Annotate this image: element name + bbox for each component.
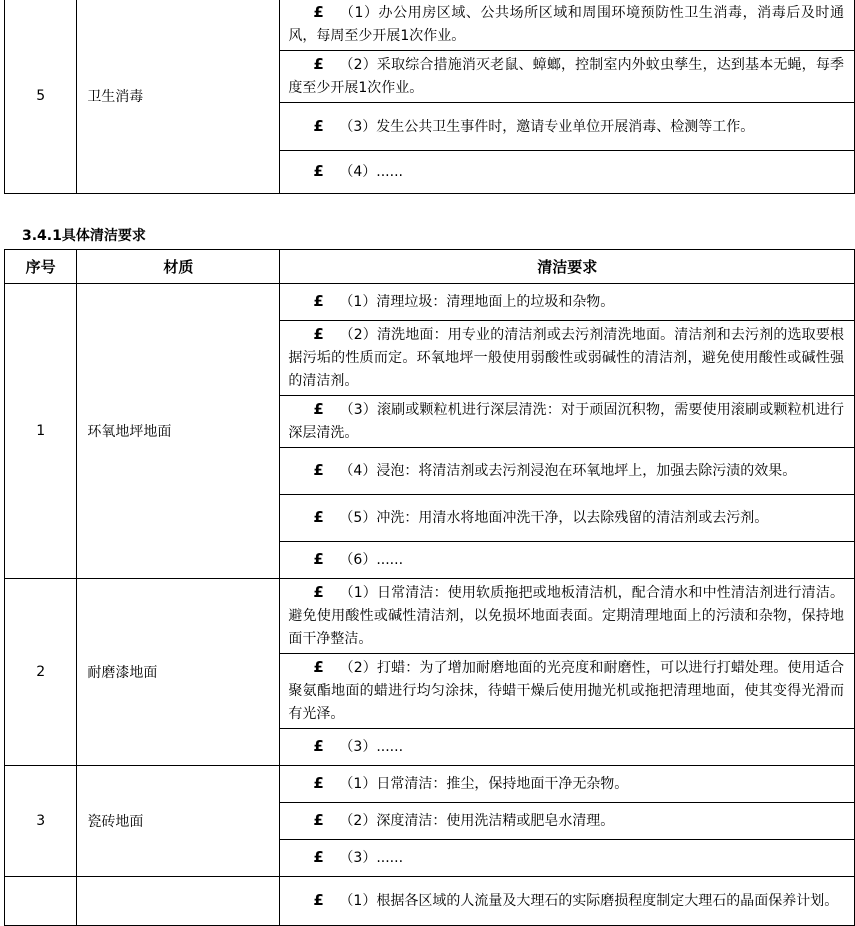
requirement-cell [280,803,855,840]
checkbox-icon: £ [313,891,324,909]
checkbox-icon: £ [313,400,324,418]
table-row [5,284,855,321]
requirement-cell [280,579,855,654]
header-material: 材质 [77,250,280,284]
top-table [4,0,855,194]
requirement-text: （2）清洗地面：用专业的清洁剂或去污剂清洗地面。清洁剂和去污剂的选取要根据污垢的性质而定。环氧地坪一般使用弱酸性或弱碱性的清洁剂，避免使用酸性或碱性强的清洁剂。 [288,327,844,389]
requirement-text: （4）浸泡：将清洁剂或去污剂浸泡在环氧地坪上，加强去除污渍的效果。 [339,463,797,479]
row-material: 瓷砖地面 [77,766,280,877]
requirement-item [280,321,854,395]
row-material: 卫生消毒 [77,0,280,194]
table-row [5,766,855,803]
requirement-text: （1）日常清洁：推尘，保持地面干净无杂物。 [339,776,629,792]
requirement-item [280,0,854,50]
header-requirements: 清洁要求 [280,250,855,284]
requirement-item [280,396,854,447]
checkbox-icon: £ [313,3,324,21]
checkbox-icon: £ [313,325,324,343]
requirement-text: （3）...... [339,739,404,755]
checkbox-icon: £ [313,583,324,601]
requirement-text: （1）清理垃圾：清理地面上的垃圾和杂物。 [339,294,615,310]
checkbox-icon: £ [313,774,324,792]
requirement-text: （6）...... [339,552,404,568]
requirement-text: （1）日常清洁：使用软质拖把或地板清洁机，配合清水和中性清洁剂进行清洁。避免使用酸性或碱性清洁剂，以免损坏地面表面。定期清理地面上的污渍和杂物，保持地面干净整洁。 [288,585,844,647]
requirement-cell [280,321,855,396]
checkbox-icon: £ [313,508,324,526]
row-material: 环氧地坪地面 [77,284,280,579]
requirement-text: （2）采取综合措施消灭老鼠、蟑螂，控制室内外蚊虫孳生，达到基本无蝇，每季度至少开展1次作业。 [288,57,844,96]
requirement-item [280,113,854,141]
table-row [5,877,855,926]
requirement-text: （1）办公用房区域、公共场所区域和周围环境预防性卫生消毒，消毒后及时通风，每周至少开展1次作业。 [288,5,844,44]
requirement-item [280,733,854,761]
requirement-cell [280,284,855,321]
row-number [5,877,77,926]
cleaning-table [4,249,855,926]
table-row [5,579,855,654]
requirement-text: （2）深度清洁：使用洗洁精或肥皂水清理。 [339,813,615,829]
checkbox-icon: £ [313,116,324,135]
requirement-cell [280,729,855,766]
requirement-cell [280,766,855,803]
requirement-item [280,457,854,485]
requirement-cell [280,151,855,194]
requirement-cell [280,495,855,542]
requirement-text: （4）...... [339,164,403,180]
requirement-cell [280,0,855,51]
checkbox-icon: £ [313,848,324,866]
requirement-text: （2）打蜡：为了增加耐磨地面的光亮度和耐磨性，可以进行打蜡处理。使用适合聚氨酯地面的蜡进行均匀涂抹，待蜡干燥后使用抛光机或拖把清理地面，使其变得光滑而有光泽。 [288,660,844,722]
header-number: 序号 [5,250,77,284]
requirement-text: （3）发生公共卫生事件时，邀请专业单位开展消毒、检测等工作。 [339,118,755,135]
checkbox-icon: £ [313,292,324,310]
requirement-item [280,158,854,186]
requirement-cell [280,448,855,495]
requirement-item [280,654,854,728]
row-number: 3 [5,766,77,877]
row-material: 耐磨漆地面 [77,579,280,766]
requirement-cell [280,840,855,877]
row-material [77,877,280,926]
requirement-cell [280,51,855,103]
row-number: 5 [5,0,77,194]
requirement-item [280,51,854,102]
requirement-text: （5）冲洗：用清水将地面冲洗干净，以去除残留的清洁剂或去污剂。 [339,510,769,526]
checkbox-icon: £ [313,737,324,755]
checkbox-icon: £ [313,811,324,829]
requirement-text: （1）根据各区域的人流量及大理石的实际磨损程度制定大理石的晶面保养计划。 [339,893,839,909]
requirement-cell [280,396,855,448]
table-header-row [5,250,855,284]
row-number: 1 [5,284,77,579]
requirement-cell [280,103,855,151]
checkbox-icon: £ [313,461,324,479]
requirement-text: （3）滚刷或颗粒机进行深层清洗：对于顽固沉积物，需要使用滚刷或颗粒机进行深层清洗。 [288,402,844,441]
requirement-cell [280,654,855,729]
checkbox-icon: £ [313,55,324,73]
checkbox-icon: £ [313,162,324,180]
section-title: 3.4.1具体清洁要求 [22,228,146,244]
requirement-item [280,288,854,316]
requirement-item [280,807,854,835]
requirement-item [280,579,854,653]
requirement-item [280,546,854,574]
row-number: 2 [5,579,77,766]
checkbox-icon: £ [313,658,324,676]
requirement-cell [280,877,855,926]
requirement-text: （3）...... [339,850,404,866]
table-row [5,0,855,51]
requirement-item [280,844,854,872]
requirement-item [280,887,854,915]
requirement-item [280,770,854,798]
checkbox-icon: £ [313,550,324,568]
requirement-item [280,504,854,532]
requirement-cell [280,542,855,579]
